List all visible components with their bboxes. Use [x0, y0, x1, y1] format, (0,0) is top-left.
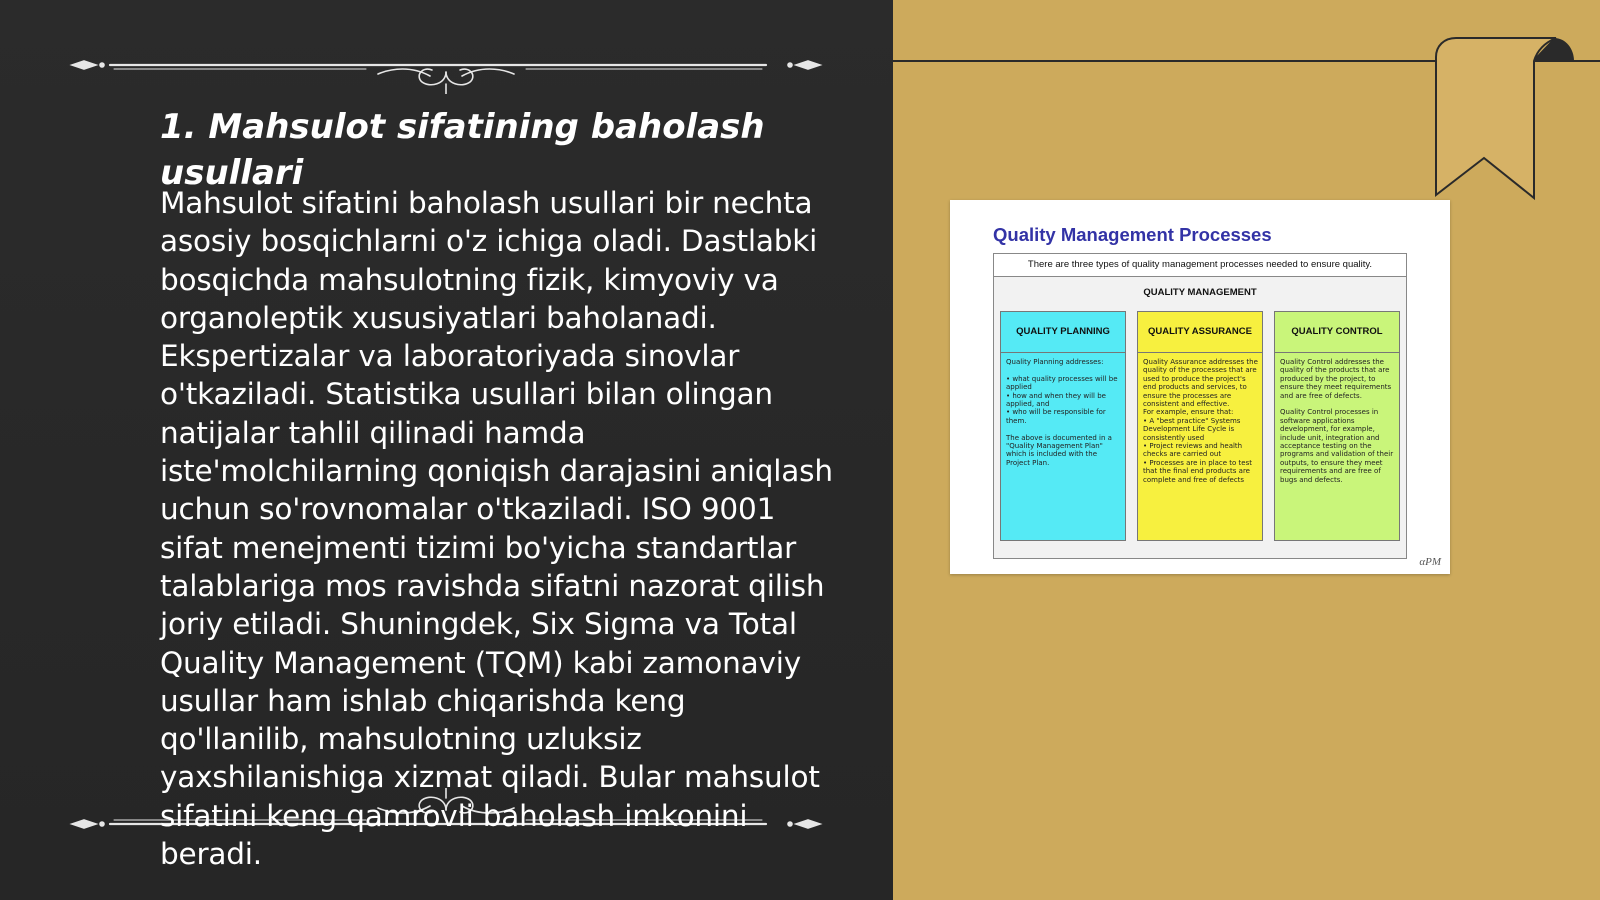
column-body: Quality Control addresses the quality of the products that are produced by the project, to ensure they meet requirements and are free of defects. Quality Control processes in software applications development, for example, include unit, integration and acceptance testing on the programs and validation of their outputs, to ensure they meet requirements and are free of bugs and defects.: [1280, 358, 1394, 484]
column-body: Quality Planning addresses: • what quality processes will be applied • how and when they will be applied, and • who will be responsible for them. The above is documented in a "Quality Management Plan" which is included with the Project Plan.: [1006, 358, 1118, 467]
slide-title: 1. Mahsulot sifatining baholash usullari: [160, 107, 765, 193]
quality-assurance-column: [1137, 311, 1263, 541]
slide-body-text: Mahsulot sifatini baholash usullari bir nechta asosiy bosqichlarni o'z ichiga oladi. Dastlabki bosqichda mahsulotning fizik, kimyoviy va organoleptik xususiyatlari baholanadi. Ekspertizalar va laboratoriyada sinovlar o'tkaziladi. Statistika usullari bilan olingan natijalar tahlil qilinadi hamda iste'molchilarning qoniqish darajasini aniqlash uchun so'rovnomalar o'tkaziladi. ISO 9001 sifat menejmenti tizimi bo'yicha standartlar talablariga mos ravishda sifatni nazorat qilish joriy etiladi. Shuningdek, Six Sigma va Total Quality Management (TQM) kabi zamonaviy usullar ham ishlab chiqarishda keng qo'llanilib, mahsulotning uzluksiz yaxshilanishiga xizmat qiladi. Bular mahsulot sifatini keng qamrovli baholash imkonini beradi.: [160, 186, 833, 872]
quality-control-column: [1274, 311, 1400, 541]
column-heading: QUALITY ASSURANCE: [1138, 312, 1262, 353]
figure-title: Quality Management Processes: [993, 224, 1272, 245]
bookmark-ribbon-icon: [1434, 35, 1574, 201]
figure-credit: αPM: [1419, 556, 1441, 568]
column-heading: QUALITY CONTROL: [1275, 312, 1399, 353]
ornament-top: [66, 44, 826, 94]
column-body: Quality Assurance addresses the quality of the processes that are used to produce the project's end products and services, to ensure the processes are consistent and effective. For example, ensure that: • A "best practice" Systems Development Life Cycle is consistently used • Project reviews and health checks are carried out • Processes are in place to test that the final end products are complete and free of defects: [1143, 358, 1258, 484]
figure-section-label: QUALITY MANAGEMENT: [1143, 287, 1257, 298]
figure-caption: There are three types of quality management processes needed to ensure quality.: [994, 254, 1406, 277]
figure-frame: [993, 253, 1407, 559]
quality-management-figure: [950, 200, 1450, 574]
column-heading: QUALITY PLANNING: [1001, 312, 1125, 353]
quality-planning-column: [1000, 311, 1126, 541]
